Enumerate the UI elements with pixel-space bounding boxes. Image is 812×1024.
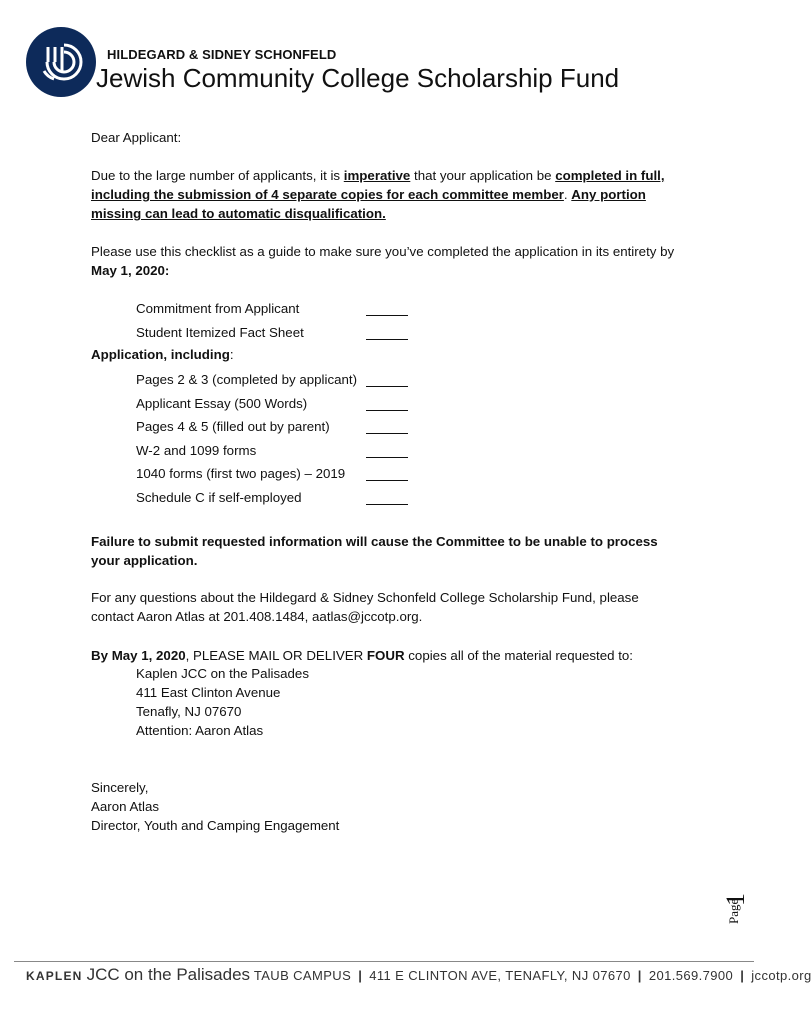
application-label: Application, including: (91, 347, 234, 362)
checklist-blank[interactable] (366, 386, 408, 387)
checklist-item-schedule-c: Schedule C if self-employed (136, 490, 302, 505)
checklist-item-fact-sheet: Student Itemized Fact Sheet (136, 325, 304, 340)
footer-phone: 201.569.7900 (648, 968, 734, 983)
imperative-text: imperative (343, 168, 411, 183)
svg-text:1: 1 (721, 893, 750, 906)
checklist-item-pages-2-3: Pages 2 & 3 (completed by applicant) (136, 372, 358, 387)
checklist-item-w2: W-2 and 1099 forms (136, 443, 257, 458)
checklist-blank[interactable] (366, 410, 408, 411)
page-number (706, 880, 766, 926)
checklist-blank[interactable] (366, 339, 408, 340)
address-line: Tenafly, NJ 07670 (136, 704, 242, 719)
checklist-blank[interactable] (366, 315, 408, 316)
failure-notice: Failure to submit requested information will cause the Committee to be unable to process your application. (91, 534, 658, 568)
address-line: 411 East Clinton Avenue (136, 685, 281, 700)
mail-instructions: By May 1, 2020, PLEASE MAIL OR DELIVER FOUR copies all of the material requested to: (91, 648, 633, 663)
page-title: Jewish Community College Scholarship Fund (96, 63, 620, 93)
footer-kaplen: KAPLEN (26, 969, 83, 983)
checklist-blank[interactable] (366, 504, 408, 505)
questions-paragraph: For any questions about the Hildegard & Sidney Schonfeld College Scholarship Fund, please contact Aaron Atlas at 201.408.1484, aatlas@jccotp.org. (91, 590, 639, 624)
footer-campus: TAUB CAMPUS (253, 968, 352, 983)
footer-jcc: JCC on the Palisades (86, 965, 251, 984)
footer: KAPLEN JCC on the Palisades TAUB CAMPUS | 411 E CLINTON AVE, TENAFLY, NJ 07670 | 201.569.7900 | jccotp.org (26, 965, 812, 984)
completion-requirement: completed in full, including the submission of 4 separate copies for each committee member (91, 168, 665, 202)
address-line: Kaplen JCC on the Palisades (136, 666, 309, 681)
disqualification-warning: Any portion missing can lead to automatic disqualification. (91, 187, 646, 221)
closing: Sincerely, (91, 780, 149, 795)
checklist-item-essay: Applicant Essay (500 Words) (136, 396, 308, 411)
checklist-intro: Please use this checklist as a guide to make sure you’ve completed the application in its entirety by May 1, 2020: (91, 244, 675, 278)
footer-address: 411 E CLINTON AVE, TENAFLY, NJ 07670 (369, 968, 631, 983)
signer-name: Aaron Atlas (91, 799, 160, 814)
deadline-date: May 1, 2020: (91, 263, 170, 278)
checklist-item-pages-4-5: Pages 4 & 5 (filled out by parent) (136, 419, 330, 434)
checklist-blank[interactable] (366, 433, 408, 434)
signer-title: Director, Youth and Camping Engagement (91, 818, 340, 833)
intro-paragraph: Due to the large number of applicants, it is imperative that your application be completed in full, including the submission of 4 separate copies for each committee member. Any portion missing can lead to automatic disqualification. (91, 168, 665, 221)
checklist-item-commitment: Commitment from Applicant (136, 301, 300, 316)
checklist-item-1040: 1040 forms (first two pages) – 2019 (136, 466, 346, 481)
salutation: Dear Applicant: (91, 130, 182, 145)
footer-website-link[interactable]: jccotp.org (751, 968, 812, 983)
checklist-blank[interactable] (366, 457, 408, 458)
checklist-blank[interactable] (366, 480, 408, 481)
jcc-logo-icon (26, 27, 96, 97)
org-name: HILDEGARD & SIDNEY SCHONFELD (107, 47, 337, 62)
address-line: Attention: Aaron Atlas (136, 723, 264, 738)
svg-text:Page: Page (726, 898, 741, 924)
footer-divider (14, 961, 754, 962)
